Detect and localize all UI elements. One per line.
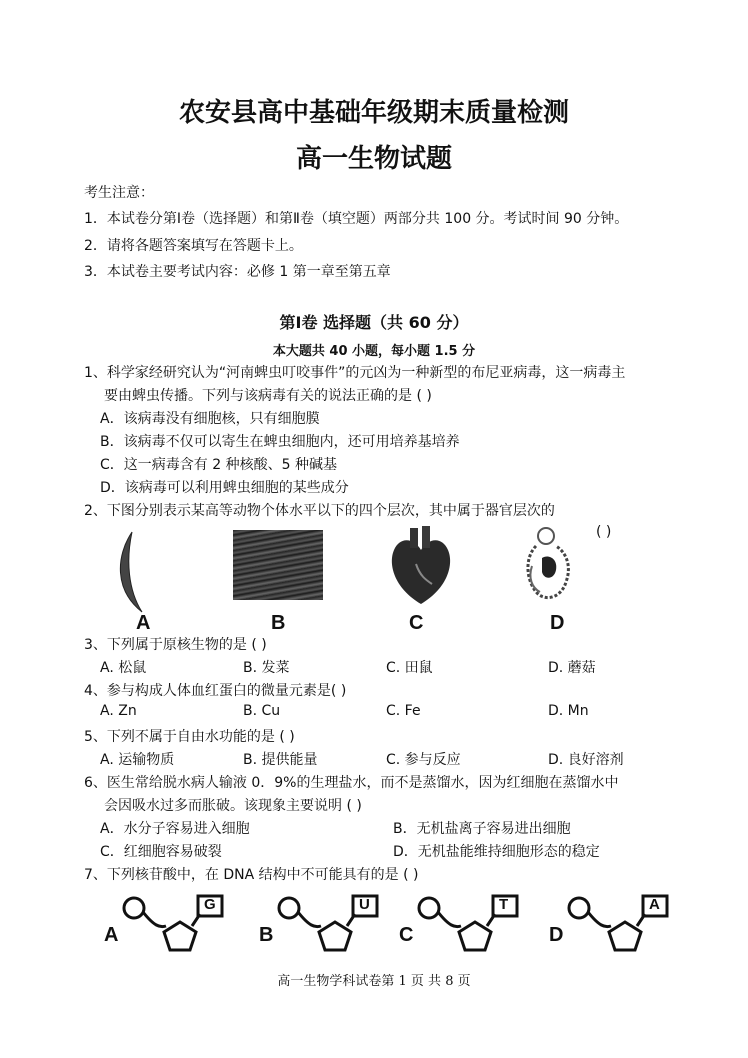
question-3-option-b: B. 发菜 <box>243 660 290 676</box>
question-6-option-b: B．无机盐离子容易进出细胞 <box>393 821 571 837</box>
question-4-option-a: A. Zn <box>100 703 137 719</box>
question-2-line-1: 2、下图分别表示某高等动物个体水平以下的四个层次，其中属于器官层次的 <box>84 503 555 519</box>
question-2-label-a: A <box>136 612 151 634</box>
notice-item-1: 1．本试卷分第Ⅰ卷（选择题）和第Ⅱ卷（填空题）两部分共 100 分。考试时间 90 分钟。 <box>84 211 629 227</box>
question-7-label-d: D <box>549 924 564 946</box>
question-7-label-c: C <box>399 924 414 946</box>
question-1-option-b: B．该病毒不仅可以寄生在蜱虫细胞内，还可用培养基培养 <box>100 434 460 450</box>
question-1-option-a: A．该病毒没有细胞核，只有细胞膜 <box>100 411 320 427</box>
question-5-option-d: D. 良好溶剂 <box>548 752 624 768</box>
question-3-line-1: 3、下列属于原核生物的是 ( ) <box>84 637 267 653</box>
page-footer: 高一生物学科试卷第 1 页 共 8 页 <box>277 974 471 989</box>
question-7-label-b: B <box>259 924 274 946</box>
question-6-option-d: D．无机盐能维持细胞形态的稳定 <box>393 844 600 860</box>
nucleotide-a <box>100 892 230 956</box>
base-u: U <box>359 896 370 913</box>
question-2-label-b: B <box>271 612 286 634</box>
nucleotide-b <box>255 892 385 956</box>
question-5-option-c: C. 参与反应 <box>386 752 461 768</box>
question-7-label-a: A <box>104 924 119 946</box>
question-3-option-d: D. 蘑菇 <box>548 660 596 676</box>
base-a: A <box>649 896 660 913</box>
muscle-tissue-image <box>233 530 323 600</box>
exam-subtitle: 高一生物试题 <box>295 144 452 174</box>
exam-title: 农安县高中基础年级期末质量检测 <box>178 98 569 128</box>
section-title: 第Ⅰ卷 选择题（共 60 分） <box>279 313 469 332</box>
nucleotide-diagram-c <box>415 892 525 956</box>
notice-item-3: 3．本试卷主要考试内容：必修 1 第一章至第五章 <box>84 264 391 280</box>
question-4-option-b: B. Cu <box>243 703 281 719</box>
question-2-blank: ( ) <box>596 524 612 540</box>
question-2-label-c: C <box>409 612 424 634</box>
question-1-line-2: 要由蜱虫传播。下列与该病毒有关的说法正确的是 ( ) <box>104 388 432 404</box>
base-t: T <box>499 896 509 913</box>
question-7-line-1: 7、下列核苷酸中，在 DNA 结构中不可能具有的是 ( ) <box>84 867 419 883</box>
base-g: G <box>204 896 216 913</box>
nucleotide-d <box>545 892 675 956</box>
question-4-option-c: C. Fe <box>386 703 421 719</box>
notice-item-2: 2．请将各题答案填写在答题卡上。 <box>84 238 303 254</box>
section-subtitle: 本大题共 40 小题，每小题 1.5 分 <box>272 344 476 359</box>
question-4-line-1: 4、参与构成人体血红蛋白的微量元素是( ) <box>84 683 347 699</box>
question-3-option-a: A. 松鼠 <box>100 660 147 676</box>
circulatory-system-image <box>518 522 580 608</box>
nucleotide-c <box>395 892 525 956</box>
question-5-option-a: A. 运输物质 <box>100 752 175 768</box>
question-6-line-2: 会因吸水过多而胀破。该现象主要说明 ( ) <box>104 798 362 814</box>
muscle-cell-image <box>110 530 150 616</box>
heart-image <box>386 524 456 608</box>
question-1-option-d: D．该病毒可以利用蜱虫细胞的某些成分 <box>100 480 349 496</box>
notice-heading: 考生注意： <box>84 185 154 201</box>
question-5-line-1: 5、下列不属于自由水功能的是 ( ) <box>84 729 295 745</box>
question-3-option-c: C. 田鼠 <box>386 660 433 676</box>
question-4-option-d: D. Mn <box>548 703 589 719</box>
question-1-option-c: C．这一病毒含有 2 种核酸、5 种碱基 <box>100 457 337 473</box>
question-6-option-a: A．水分子容易进入细胞 <box>100 821 250 837</box>
question-1-line-1: 1、科学家经研究认为“河南蜱虫叮咬事件”的元凶为一种新型的布尼亚病毒，这一病毒主 <box>84 365 626 381</box>
question-2-label-d: D <box>550 612 565 634</box>
question-6-line-1: 6、医生常给脱水病人输液 0．9%的生理盐水，而不是蒸馏水，因为红细胞在蒸馏水中 <box>84 775 619 791</box>
question-6-option-c: C．红细胞容易破裂 <box>100 844 222 860</box>
question-5-option-b: B. 提供能量 <box>243 752 318 768</box>
